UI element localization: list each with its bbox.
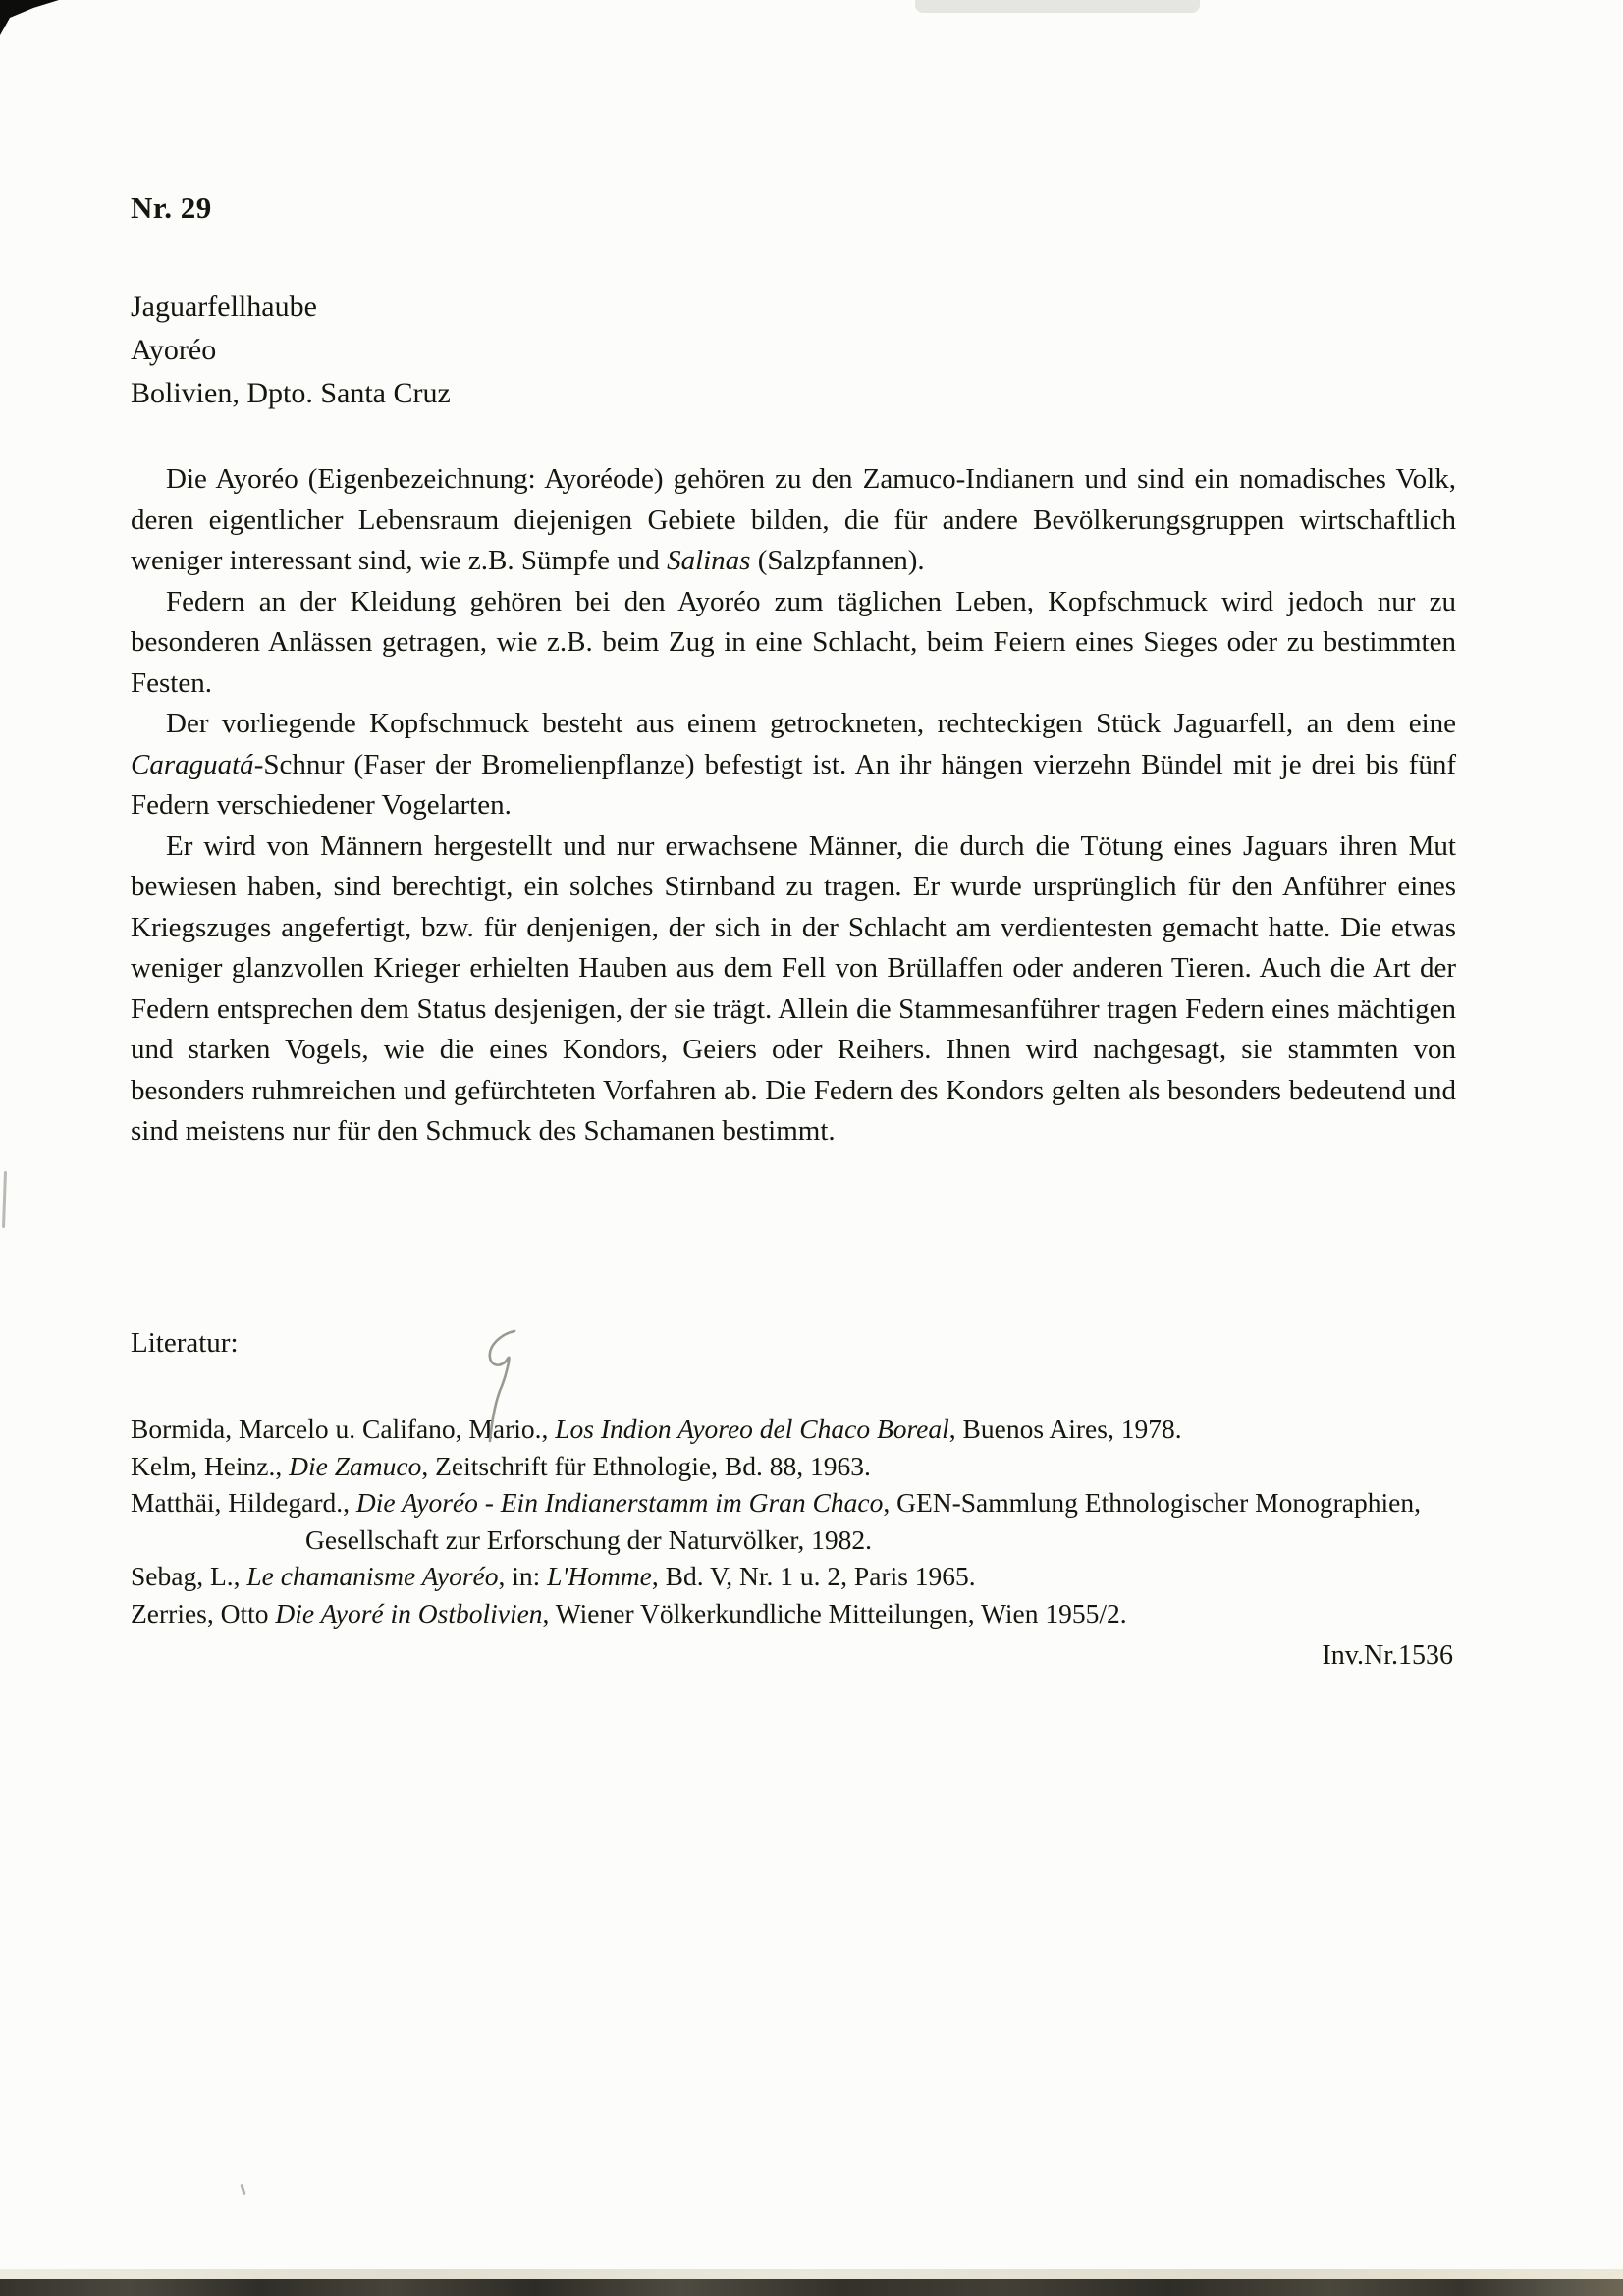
scan-corner-artifact bbox=[0, 0, 71, 35]
bibliography-entry: Matthäi, Hildegard., Die Ayoréo - Ein Indianerstamm im Gran Chaco, GEN-Sammlung Ethnologischer Monographien, Gesellschaft zur Erforschung der Naturvölker, 1982. bbox=[131, 1487, 1421, 1555]
catalog-number: Nr. 29 bbox=[131, 190, 212, 225]
scan-bottom-strip bbox=[0, 2279, 1623, 2296]
handwritten-pencil-mark bbox=[469, 1326, 528, 1446]
bibliography-entry: Bormida, Marcelo u. Califano, Mario., Los Indion Ayoreo del Chaco Boreal, Buenos Aires, 1978. bbox=[131, 1414, 1182, 1444]
bibliography bbox=[131, 1411, 1456, 1631]
object-title: Jaguarfellhaube bbox=[131, 291, 317, 323]
text-column bbox=[131, 0, 1456, 2296]
paragraph: Der vorliegende Kopfschmuck besteht aus einem getrockneten, rechteckigen Stück Jaguarfell, an dem eine Caraguatá-Schnur (Faser der Bromelienpflanze) befestigt ist. An ihr hängen vierzehn Bündel mit je drei bis fünf Federn verschiedener Vogelarten. bbox=[131, 708, 1456, 821]
paragraph: Die Ayoréo (Eigenbezeichnung: Ayoréode) gehören zu den Zamuco-Indianern und sind ein nomadisches Volk, deren eigentlicher Lebensraum diejenigen Gebiete bilden, die für andere Bevölkerungsgruppen wirtschaftlich weniger interessant sind, wie z.B. Sümpfe und Salinas (Salzpfannen). bbox=[131, 463, 1456, 576]
pencil-margin-dash bbox=[2, 1171, 7, 1228]
object-origin: Bolivien, Dpto. Santa Cruz bbox=[131, 377, 451, 409]
paragraph: Er wird von Männern hergestellt und nur erwachsene Männer, die durch die Tötung eines Jaguars ihren Mut bewiesen haben, sind berechtigt, ein solches Stirnband zu tragen. Er wurde ursprünglich für den Anführer eines Kriegszuges angefertigt, bzw. für denjenigen, der sich in der Schlacht am verdientesten gemacht hatte. Die etwas weniger glanzvollen Krieger erhielten Hauben aus dem Fell von Brüllaffen oder anderen Tieren. Auch die Art der Federn entsprechen dem Status desjenigen, der sie trägt. Allein die Stammesanführer tragen Federn eines mächtigen und starken Vogels, wie die eines Kondors, Geiers oder Reihers. Ihnen wird nachgesagt, sie stammten von besonders ruhmreichen und gefürchteten Vorfahren ab. Die Federn des Kondors gelten als besonders bedeutend und sind meistens nur für den Schmuck des Schamanen bestimmt. bbox=[131, 829, 1456, 1147]
object-title-block bbox=[131, 286, 451, 415]
paragraph: Federn an der Kleidung gehören bei den Ayoréo zum täglichen Leben, Kopfschmuck wird jedoch nur zu besonderen Anlässen getragen, wie z.B. beim Zug in eine Schlacht, beim Feiern eines Sieges oder zu bestimmten Festen. bbox=[131, 585, 1456, 699]
literature-label: Literatur: bbox=[131, 1327, 239, 1359]
bibliography-entry: Kelm, Heinz., Die Zamuco, Zeitschrift für Ethnologie, Bd. 88, 1963. bbox=[131, 1450, 871, 1481]
inventory-number: Inv.Nr.1536 bbox=[1322, 1640, 1453, 1671]
description-text bbox=[131, 459, 1456, 1152]
bibliography-entry: Zerries, Otto Die Ayoré in Ostbolivien, Wiener Völkerkundliche Mitteilungen, Wien 1955/2. bbox=[131, 1597, 1127, 1629]
object-culture: Ayoréo bbox=[131, 334, 217, 366]
bibliography-entry: Sebag, L., Le chamanisme Ayoréo, in: L'Homme, Bd. V, Nr. 1 u. 2, Paris 1965. bbox=[131, 1561, 976, 1591]
scan-bottom-fade bbox=[0, 2269, 1623, 2279]
